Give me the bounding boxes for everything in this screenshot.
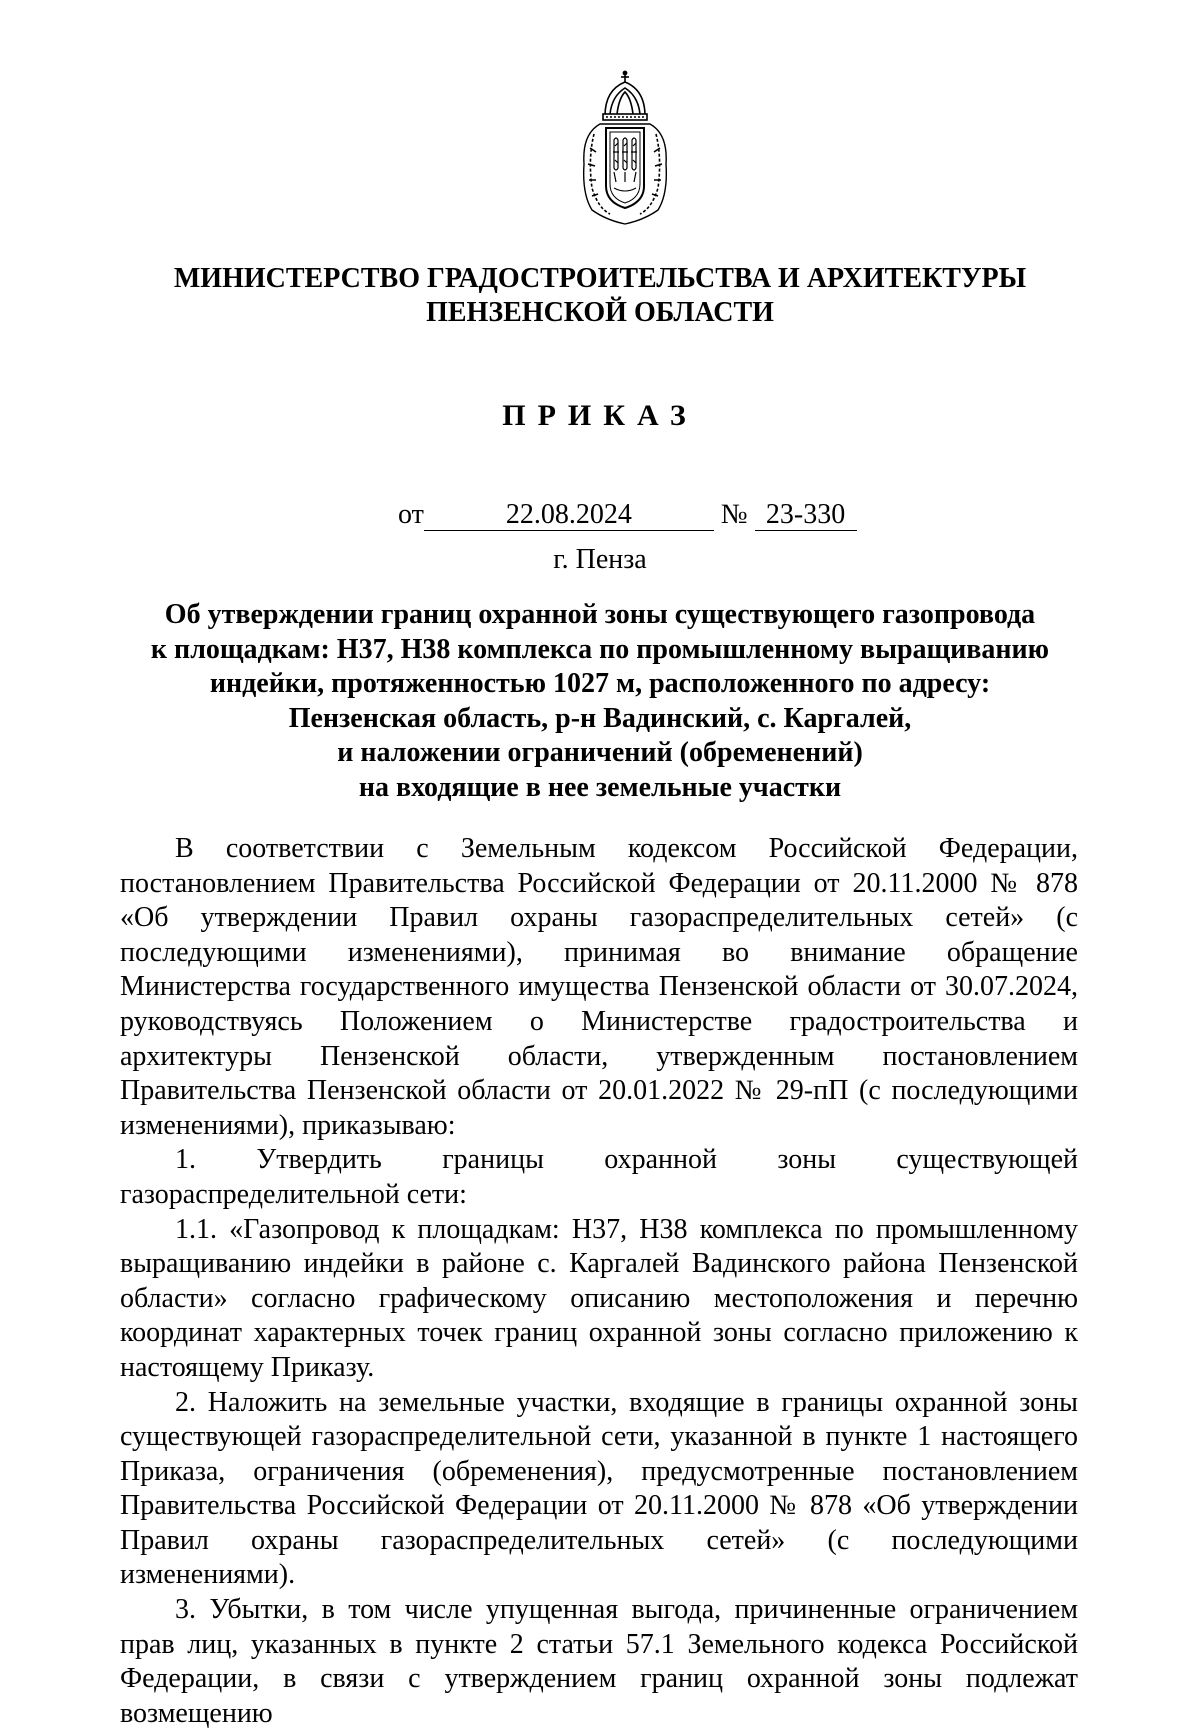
body-paragraph-preamble: В соответствии с Земельным кодексом Российской Федерации, постановлением Правительства Российской Федерации от 20.11.2000 № 878 «Об утверждении Правил охраны газораспределительных сетей» (с последующими изменениями), принимая во внимание обращение Министерства государственного имущества Пензенской области от 30.07.2024, руководствуясь Положением о Министерстве градостроительства и архитектуры Пензенской области, утвержденным постановлением Правительства Пензенской области от 20.01.2022 № 29-пП (с последующими изменениями), приказываю: [120,833,1078,1141]
issue-city: г. Пенза [553,544,647,575]
document-type-title: ПРИКАЗ [502,399,698,432]
body-paragraph-item-1: 1. Утвердить границы охранной зоны существующей газораспределительной сети: [120,1144,1078,1210]
ministry-name [120,262,1080,330]
body-paragraph-item-1-1: 1.1. «Газопровод к площадкам: Н37, Н38 комплекса по промышленному выращиванию индейки в районе с. Каргалей Вадинского района Пензенской области» согласно графическому описанию местоположения и перечню координат характерных точек границ охранной зоны согласно приложению к настоящему Приказу. [120,1213,1078,1383]
subject-line: и наложении ограничений (обременений) [337,737,863,769]
order-date-number-line [398,498,857,532]
order-body [120,832,1078,1731]
subject-line: Об утверждении границ охранной зоны существующего газопровода [164,599,1036,630]
ministry-name-line-1: МИНИСТЕРСТВО ГРАДОСТРОИТЕЛЬСТВА И АРХИТЕКТУРЫ [173,263,1027,294]
subject-line: к площадкам: Н37, Н38 комплекса по промышленному выращиванию [150,633,1050,665]
order-number: 23-330 [755,500,857,531]
coat-of-arms-emblem [570,68,680,228]
number-sign: № [720,499,748,530]
ministry-name-line-2: ПЕНЗЕНСКОЙ ОБЛАСТИ [426,297,774,328]
order-subject [120,598,1080,806]
subject-line: на входящие в нее земельные участки [358,771,842,803]
order-date: 22.08.2024 [424,500,714,531]
body-paragraph-item-2: 2. Наложить на земельные участки, входящие в границы охранной зоны существующей газораспределительной сети, указанной в пункте 1 настоящего Приказа, ограничения (обременения), предусмотренные постановлением Правительства Российской Федерации от 20.11.2000 № 878 «Об утверждении Правил охраны газораспределительных сетей» (с последующими изменениями). [120,1386,1078,1591]
date-prefix: от [398,499,424,530]
subject-line: Пензенская область, р-н Вадинский, с. Каргалей, [288,702,912,734]
subject-line: индейки, протяженностью 1027 м, расположенного по адресу: [209,668,991,700]
penza-coat-of-arms-icon [570,68,680,228]
body-paragraph-item-3: 3. Убытки, в том числе упущенная выгода, причиненные ограничением прав лиц, указанных в пункте 2 статьи 57.1 Земельного кодекса Российской Федерации, в связи с утверждением границ охранной зоны подлежат возмещению [120,1594,1078,1729]
